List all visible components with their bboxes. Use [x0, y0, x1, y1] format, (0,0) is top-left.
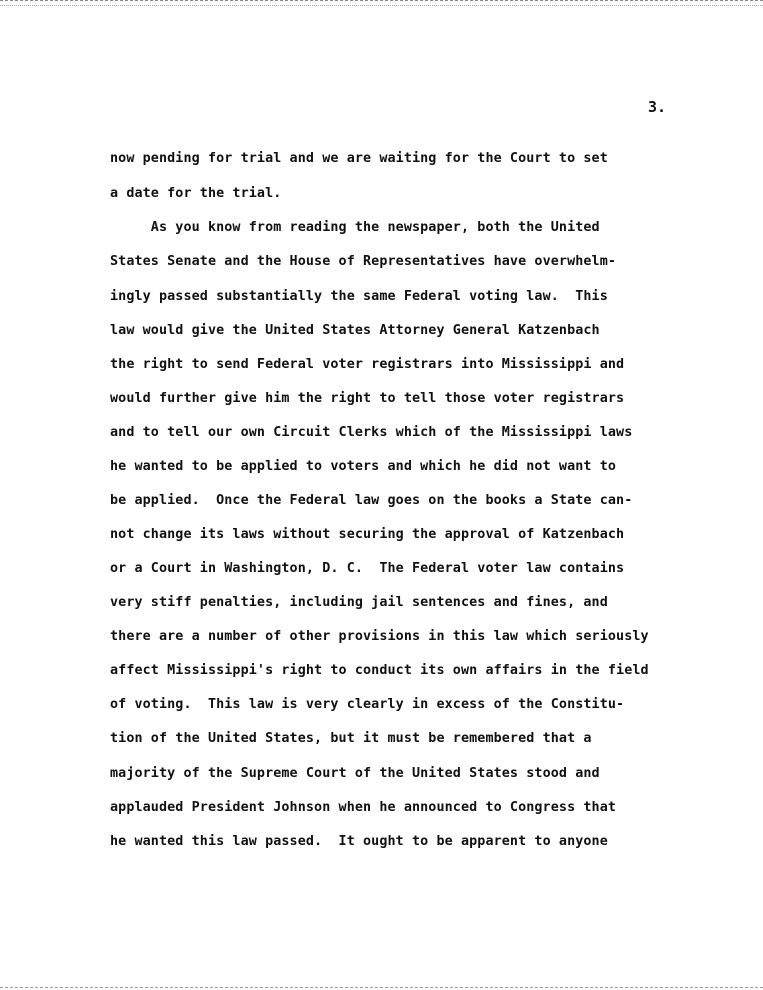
text-line: now pending for trial and we are waiting for the Court to set: [110, 151, 608, 166]
top-scan-edge: [0, 0, 763, 6]
text-line: the right to send Federal voter registrars into Mississippi and: [110, 357, 625, 372]
text-line: there are a number of other provisions in this law which seriously: [110, 629, 649, 644]
text-line: be applied. Once the Federal law goes on the books a State can-: [110, 493, 633, 508]
text-line: affect Mississippi's right to conduct its own affairs in the field: [110, 663, 649, 678]
text-line: law would give the United States Attorney General Katzenbach: [110, 323, 600, 338]
text-line: or a Court in Washington, D. C. The Federal voter law contains: [110, 561, 625, 576]
text-line: and to tell our own Circuit Clerks which of the Mississippi laws: [110, 425, 633, 440]
text-line: he wanted this law passed. It ought to be apparent to anyone: [110, 834, 608, 849]
text-line: As you know from reading the newspaper, both the United: [110, 220, 600, 235]
text-line: would further give him the right to tell those voter registrars: [110, 391, 625, 406]
text-line: he wanted to be applied to voters and which he did not want to: [110, 459, 617, 474]
text-line: applauded President Johnson when he announced to Congress that: [110, 800, 617, 815]
text-line: ingly passed substantially the same Federal voting law. This: [110, 289, 608, 304]
page-number: 3.: [648, 98, 667, 116]
text-line: States Senate and the House of Representatives have overwhelm-: [110, 254, 617, 269]
text-line: not change its laws without securing the approval of Katzenbach: [110, 527, 625, 542]
text-line: of voting. This law is very clearly in excess of the Constitu-: [110, 697, 625, 712]
text-line: very stiff penalties, including jail sentences and fines, and: [110, 595, 608, 610]
bottom-scan-edge: [0, 984, 763, 988]
text-line: tion of the United States, but it must be remembered that a: [110, 731, 592, 746]
text-line: majority of the Supreme Court of the United States stood and: [110, 766, 600, 781]
text-line: a date for the trial.: [110, 186, 282, 201]
